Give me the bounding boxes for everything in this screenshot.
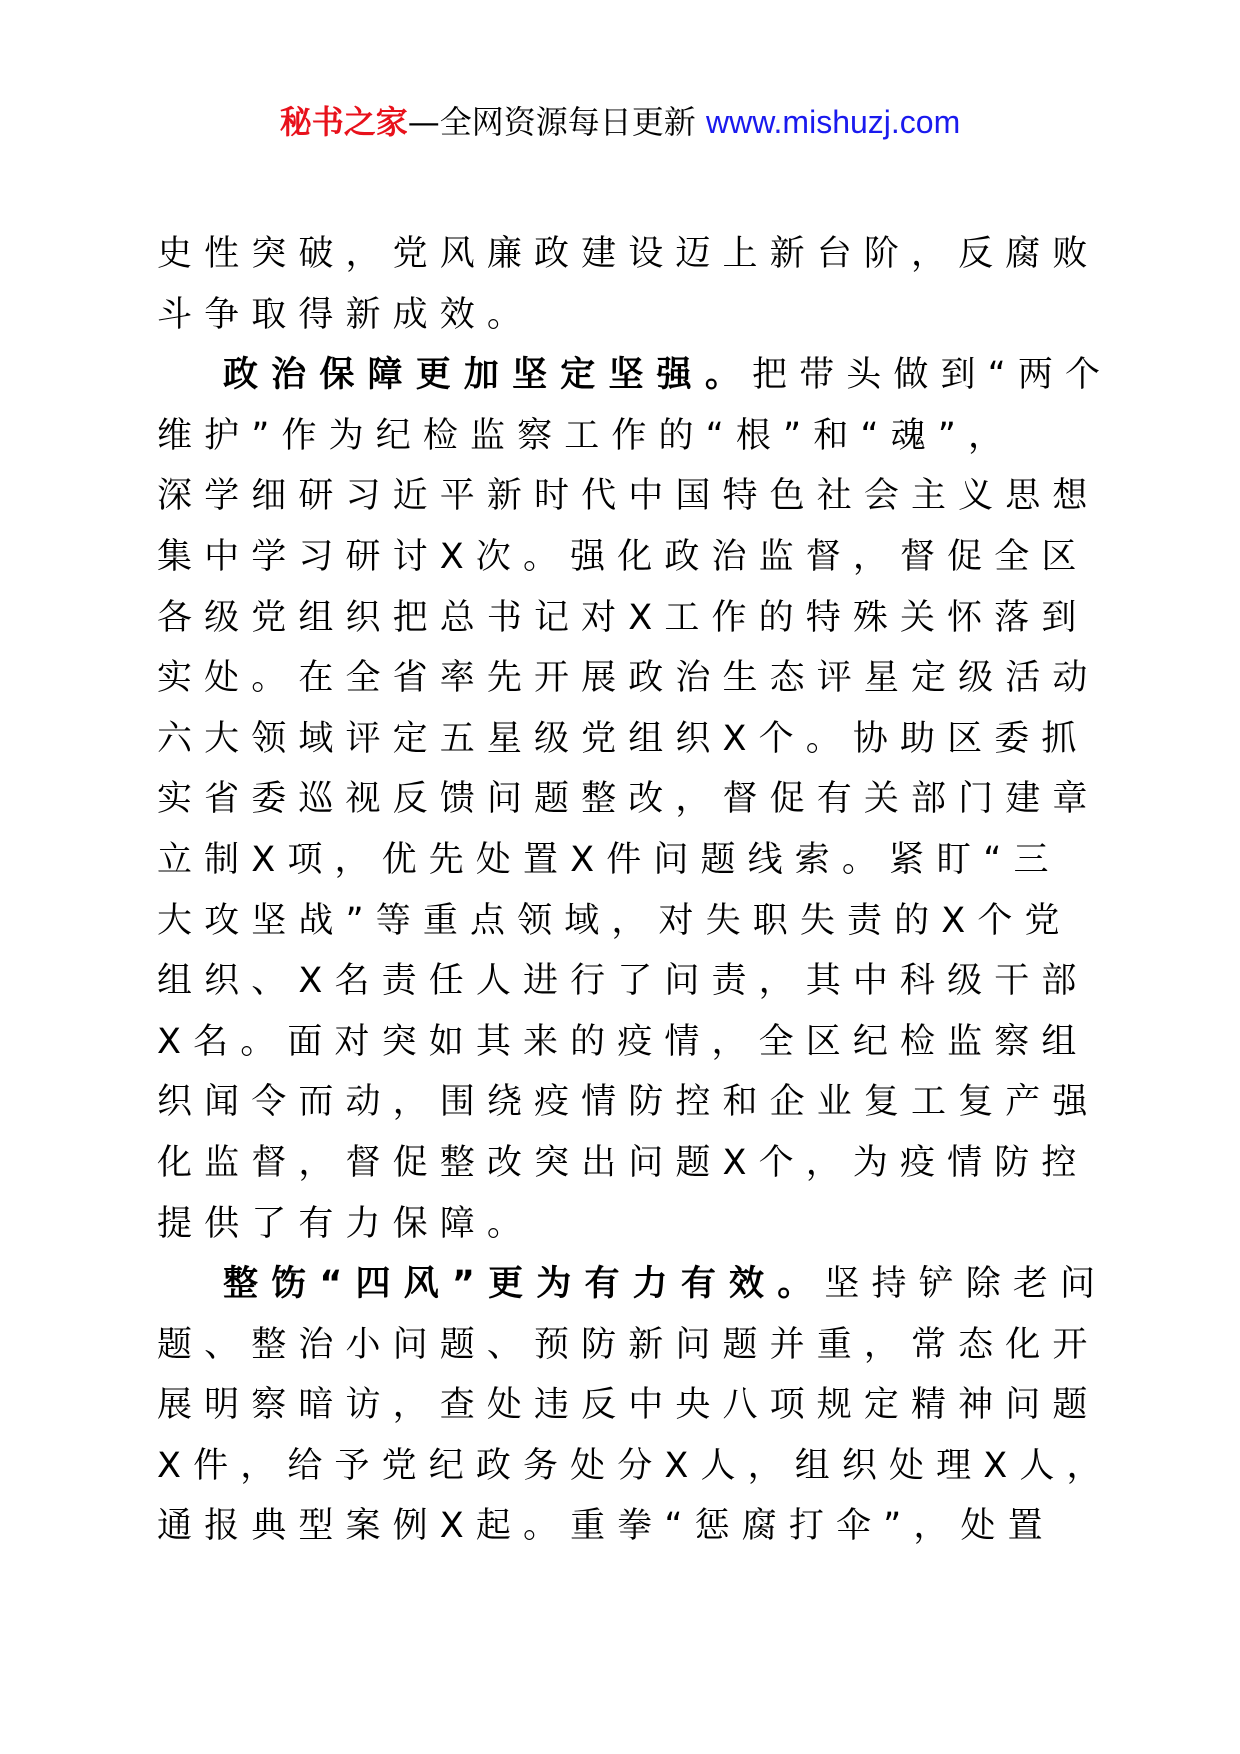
text-line: 织 闻 令 而 动 ， 围 绕 疫 情 防 控 和 企 业 复 工 复 产 强 [157,1082,1088,1123]
paragraph-start [157,1254,1096,1315]
text-line: 斗 争 取 得 新 成 效 。 [157,294,523,335]
text-line: 通 报 典 型 案 例 X 起 。 重 拳 “ 惩 腐 打 伞 ” ， 处 置 [157,1506,1044,1547]
text-line: 提 供 了 有 力 保 障 。 [157,1203,523,1244]
paragraph-heading: 整 饬 “ 四 风 ” 更 为 有 力 有 效 。 [223,1264,813,1305]
text-line: 展 明 察 暗 访 ， 查 处 违 反 中 央 八 项 规 定 精 神 问 题 [157,1385,1088,1426]
document-body [157,224,1102,1557]
paragraph-heading: 政 治 保 障 更 加 坚 定 坚 强 。 [223,355,741,396]
text-line: X 名 。 面 对 突 如 其 来 的 疫 情 ， 全 区 纪 检 监 察 组 [157,1021,1077,1062]
text-line: 六 大 领 域 评 定 五 星 级 党 组 织 X 个 。 协 助 区 委 抓 [157,718,1077,759]
text-line: 实 处 。 在 全 省 率 先 开 展 政 治 生 态 评 星 定 级 活 动 [157,658,1088,699]
brand-name: 秘书之家 [279,103,408,141]
text-line: 把 带 头 做 到 “ 两 个 [752,355,1101,396]
page-header [0,100,1240,144]
text-line: 题 、 整 治 小 问 题 、 预 防 新 问 题 并 重 ， 常 态 化 开 [157,1324,1088,1365]
text-line: 立 制 X 项 ， 优 先 处 置 X 件 问 题 线 索 。 紧 盯 “ 三 [157,839,1049,880]
text-line: 大 攻 坚 战 ” 等 重 点 领 域 ， 对 失 职 失 责 的 X 个 党 [157,900,1060,941]
text-line: 坚 持 铲 除 老 问 [824,1264,1096,1305]
paragraph-start [157,345,1101,406]
text-line: X 件 ， 给 予 党 纪 政 务 处 分 X 人 ， 组 织 处 理 X 人 ， [157,1445,1102,1486]
text-line: 集 中 学 习 研 讨 X 次 。 强 化 政 治 监 督 ， 督 促 全 区 [157,536,1077,577]
text-line: 实 省 委 巡 视 反 馈 问 题 整 改 ， 督 促 有 关 部 门 建 章 [157,779,1088,820]
text-line: 史 性 突 破 ， 党 风 廉 政 建 设 迈 上 新 台 阶 ， 反 腐 败 [157,234,1088,274]
text-line: 深 学 细 研 习 近 平 新 时 代 中 国 特 色 社 会 主 义 思 想 [157,476,1088,517]
text-line: 维 护 ” 作 为 纪 检 监 察 工 作 的 “ 根 ” 和 “ 魂 ” ， [157,415,1004,456]
text-line: 化 监 督 ， 督 促 整 改 突 出 问 题 X 个 ， 为 疫 情 防 控 [157,1142,1077,1183]
header-tagline: —全网资源每日更新 [407,103,696,141]
site-url-link[interactable]: www.mishuzj.com [705,104,961,140]
text-line: 各 级 党 组 织 把 总 书 记 对 X 工 作 的 特 殊 关 怀 落 到 [157,597,1077,638]
text-line: 组 织 、 X 名 责 任 人 进 行 了 问 责 ， 其 中 科 级 干 部 [157,961,1077,1002]
